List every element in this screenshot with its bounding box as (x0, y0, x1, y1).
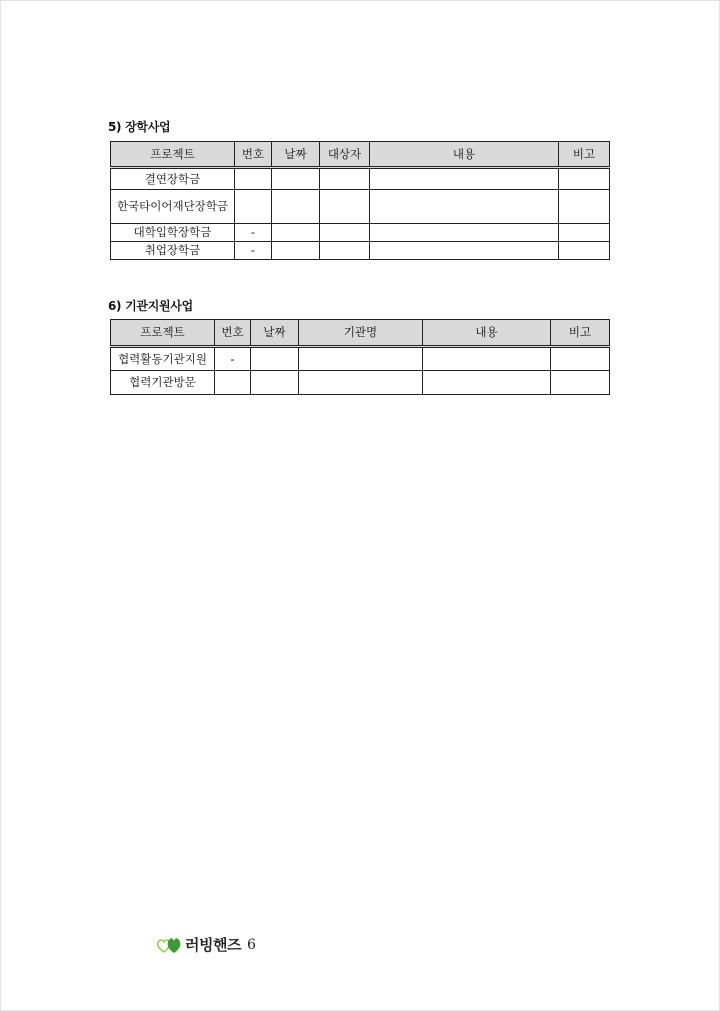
cell-remarks (559, 190, 610, 224)
cell-number: - (215, 347, 251, 371)
cell-recipient (320, 224, 370, 242)
loving-hands-logo-icon (156, 936, 182, 954)
cell-content (370, 224, 559, 242)
cell-remarks (551, 371, 610, 395)
header-project: 프로젝트 (111, 320, 215, 347)
footer (156, 934, 256, 955)
header-project: 프로젝트 (111, 142, 235, 168)
cell-content (423, 347, 551, 371)
header-date: 날짜 (251, 320, 299, 347)
cell-number (215, 371, 251, 395)
cell-recipient (320, 242, 370, 260)
cell-content (370, 190, 559, 224)
cell-date (272, 190, 320, 224)
cell-remarks (551, 347, 610, 371)
table-row (111, 190, 610, 224)
section-6-title: 6) 기관지원사업 (108, 299, 193, 313)
cell-remarks (559, 168, 610, 190)
cell-number (235, 190, 272, 224)
table-row (111, 347, 610, 371)
cell-number: - (235, 224, 272, 242)
page-number: 6 (246, 936, 256, 953)
cell-project: 협력활동기관지원 (111, 347, 215, 371)
header-remarks: 비고 (551, 320, 610, 347)
cell-project: 한국타이어재단장학금 (111, 190, 235, 224)
header-remarks: 비고 (559, 142, 610, 168)
cell-date (272, 224, 320, 242)
table-header-row (111, 320, 610, 347)
cell-content (370, 168, 559, 190)
cell-date (251, 371, 299, 395)
table-row (111, 168, 610, 190)
header-content: 내용 (370, 142, 559, 168)
section-5-title: 5) 장학사업 (108, 120, 171, 134)
cell-project: 결연장학금 (111, 168, 235, 190)
header-institution-name: 기관명 (299, 320, 423, 347)
cell-project: 대학입학장학금 (111, 224, 235, 242)
table-row (111, 224, 610, 242)
table-header-row (111, 142, 610, 168)
cell-project: 협력기관방문 (111, 371, 215, 395)
cell-remarks (559, 242, 610, 260)
institution-support-table (110, 319, 610, 395)
cell-recipient (320, 190, 370, 224)
cell-remarks (559, 224, 610, 242)
cell-recipient (320, 168, 370, 190)
cell-number: - (235, 242, 272, 260)
header-number: 번호 (215, 320, 251, 347)
scholarship-table (110, 141, 610, 260)
cell-project: 취업장학금 (111, 242, 235, 260)
cell-date (251, 347, 299, 371)
footer-brand: 러빙핸즈 (185, 936, 241, 954)
cell-content (370, 242, 559, 260)
cell-date (272, 168, 320, 190)
header-recipient: 대상자 (320, 142, 370, 168)
cell-institution-name (299, 371, 423, 395)
cell-institution-name (299, 347, 423, 371)
cell-number (235, 168, 272, 190)
table-row (111, 371, 610, 395)
cell-date (272, 242, 320, 260)
cell-content (423, 371, 551, 395)
header-content: 내용 (423, 320, 551, 347)
table-row (111, 242, 610, 260)
header-date: 날짜 (272, 142, 320, 168)
header-number: 번호 (235, 142, 272, 168)
